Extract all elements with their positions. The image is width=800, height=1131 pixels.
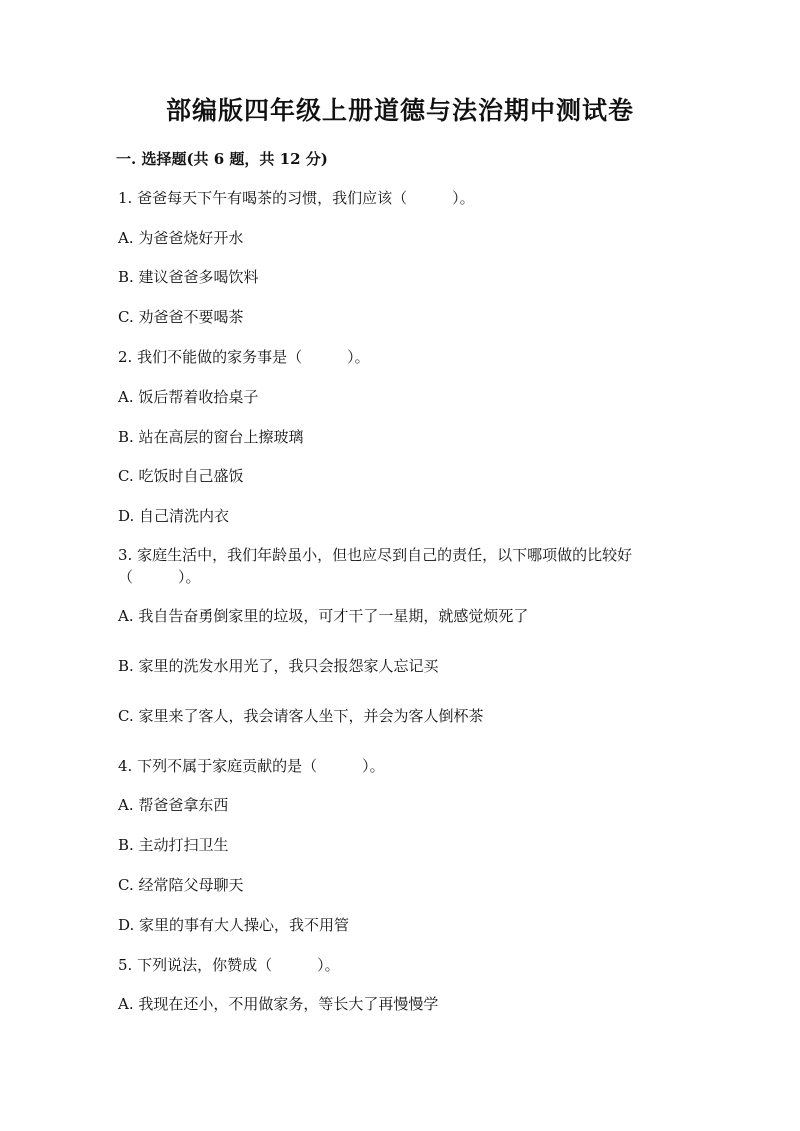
question-stem: 4. 下列不属于家庭贡献的是（ ）。 (118, 757, 385, 775)
question-stem: 3. 家庭生活中，我们年龄虽小，但也应尽到自己的责任，以下哪项做的比较好（ ）。 (118, 546, 633, 586)
question-option: D. 自己清洗内衣 (118, 507, 230, 525)
question-option: A. 帮爸爸拿东西 (118, 796, 229, 814)
question-option: C. 经常陪父母聊天 (118, 876, 244, 894)
question-option: A. 为爸爸烧好开水 (118, 229, 244, 247)
question-option: B. 主动打扫卫生 (118, 836, 229, 854)
question-option: A. 我现在还小，不用做家务，等长大了再慢慢学 (118, 995, 439, 1013)
page-title: 部编版四年级上册道德与法治期中测试卷 (165, 96, 634, 125)
question-option: B. 建议爸爸多喝饮料 (118, 268, 259, 286)
section-heading: 一. 选择题(共 6 题，共 12 分) (116, 150, 328, 168)
question-option: A. 饭后帮着收拾桌子 (118, 388, 259, 406)
question-option: A. 我自告奋勇倒家里的垃圾，可才干了一星期，就感觉烦死了 (118, 607, 529, 625)
question-stem: 5. 下列说法，你赞成（ ）。 (118, 956, 340, 974)
question-stem: 1. 爸爸每天下午有喝茶的习惯，我们应该（ ）。 (118, 189, 475, 207)
question-option: C. 家里来了客人，我会请客人坐下，并会为客人倒杯茶 (118, 707, 484, 725)
question-option: C. 劝爸爸不要喝茶 (118, 308, 244, 326)
question-option: B. 家里的洗发水用光了，我只会报怨家人忘记买 (118, 657, 439, 675)
question-option: C. 吃饭时自己盛饭 (118, 467, 244, 485)
question-stem: 2. 我们不能做的家务事是（ ）。 (118, 348, 370, 366)
question-option: B. 站在高层的窗台上擦玻璃 (118, 428, 304, 446)
question-option: D. 家里的事有大人操心，我不用管 (118, 916, 350, 934)
